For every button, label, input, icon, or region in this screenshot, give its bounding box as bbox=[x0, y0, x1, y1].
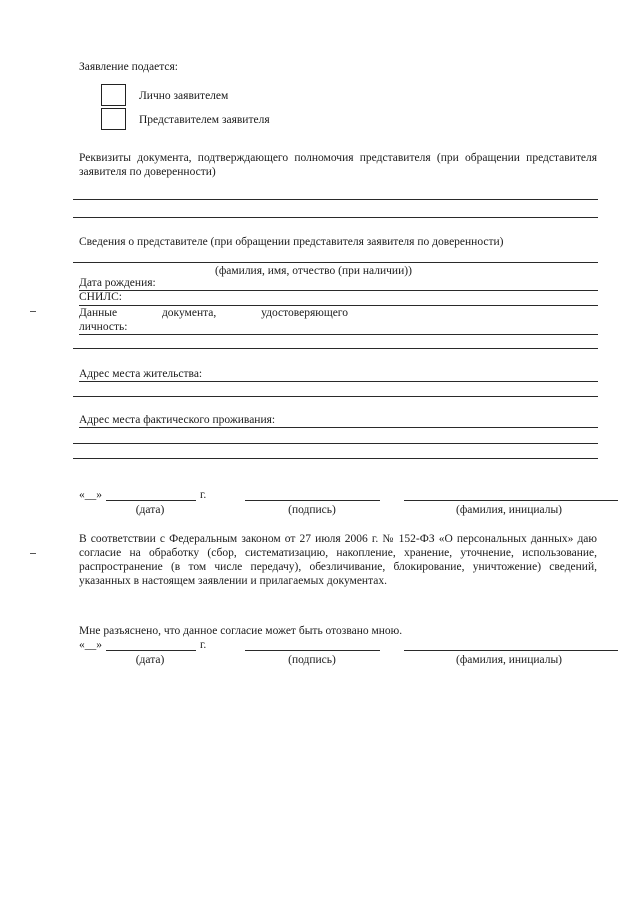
name-line-1[interactable] bbox=[404, 500, 618, 501]
sign-line-1[interactable] bbox=[245, 500, 380, 501]
date-prefix-2: «__» bbox=[79, 639, 102, 651]
address-line-1[interactable] bbox=[79, 381, 598, 382]
date-prefix-1: «__» bbox=[79, 489, 102, 501]
actual-address-line-3[interactable] bbox=[73, 458, 598, 459]
scan-mark bbox=[30, 311, 36, 312]
date-line-1[interactable] bbox=[106, 500, 196, 501]
sign-line-2[interactable] bbox=[245, 650, 380, 651]
doc-label-line2: личность: bbox=[79, 321, 128, 333]
name-caption-1: (фамилия, инициалы) bbox=[455, 504, 563, 516]
svedenia-text: Сведения о представителе (при обращении представителя заявителя по доверенности) bbox=[79, 236, 504, 248]
address-line-2[interactable] bbox=[73, 396, 598, 397]
representative-option-label: Представителем заявителя bbox=[139, 114, 270, 126]
actual-address-line-2[interactable] bbox=[73, 443, 598, 444]
heading: Заявление подается: bbox=[79, 61, 178, 73]
name-caption-2: (фамилия, инициалы) bbox=[455, 654, 563, 666]
rekvizity-line-1[interactable] bbox=[73, 199, 598, 200]
doc-line-1[interactable] bbox=[79, 334, 598, 335]
name-line-2[interactable] bbox=[404, 650, 618, 651]
personal-option-label: Лично заявителем bbox=[139, 90, 229, 102]
personal-checkbox[interactable] bbox=[101, 84, 126, 106]
sign-caption-2: (подпись) bbox=[288, 654, 336, 666]
snils-label: СНИЛС: bbox=[79, 291, 122, 303]
actual-address-line-1[interactable] bbox=[79, 427, 598, 428]
birth-line[interactable] bbox=[79, 290, 598, 291]
doc-word-2: документа, bbox=[161, 307, 217, 319]
address-label: Адрес места жительства: bbox=[79, 368, 203, 380]
sign-caption-1: (подпись) bbox=[288, 504, 336, 516]
actual-address-label: Адрес места фактического проживания: bbox=[79, 414, 276, 426]
rekvizity-line-2[interactable] bbox=[73, 217, 598, 218]
representative-checkbox[interactable] bbox=[101, 108, 126, 130]
doc-word-3: удостоверяющего bbox=[261, 307, 348, 319]
year-suffix-2: г. bbox=[200, 639, 207, 651]
date-caption-1: (дата) bbox=[135, 504, 165, 516]
fio-line[interactable] bbox=[73, 262, 598, 263]
doc-line-2[interactable] bbox=[73, 348, 598, 349]
fio-caption: (фамилия, имя, отчество (при наличии)) bbox=[215, 265, 412, 277]
rekvizity-text: Реквизиты документа, подтверждающего полномочия представителя (при обращении представителя заявителя по доверенности) bbox=[79, 152, 597, 178]
scan-mark bbox=[30, 553, 36, 554]
year-suffix-1: г. bbox=[200, 489, 207, 501]
date-line-2[interactable] bbox=[106, 650, 196, 651]
birth-label: Дата рождения: bbox=[79, 277, 156, 289]
revoke-text: Мне разъяснено, что данное согласие может быть отозвано мною. bbox=[79, 625, 403, 637]
doc-label-row bbox=[79, 306, 348, 320]
consent-text: В соответствии с Федеральным законом от 27 июля 2006 г. № 152-ФЗ «О персональных данных» даю согласие на обработку (сбор, систематизацию, накопление, хранение, уточнение, использование, распространение (в том числе передачу), обезличивание, блокирование, уничтожение) сведений, указанных в настоящем заявлении и прилагаемых документах. bbox=[79, 533, 597, 587]
doc-word-1: Данные bbox=[79, 307, 118, 319]
date-caption-2: (дата) bbox=[135, 654, 165, 666]
